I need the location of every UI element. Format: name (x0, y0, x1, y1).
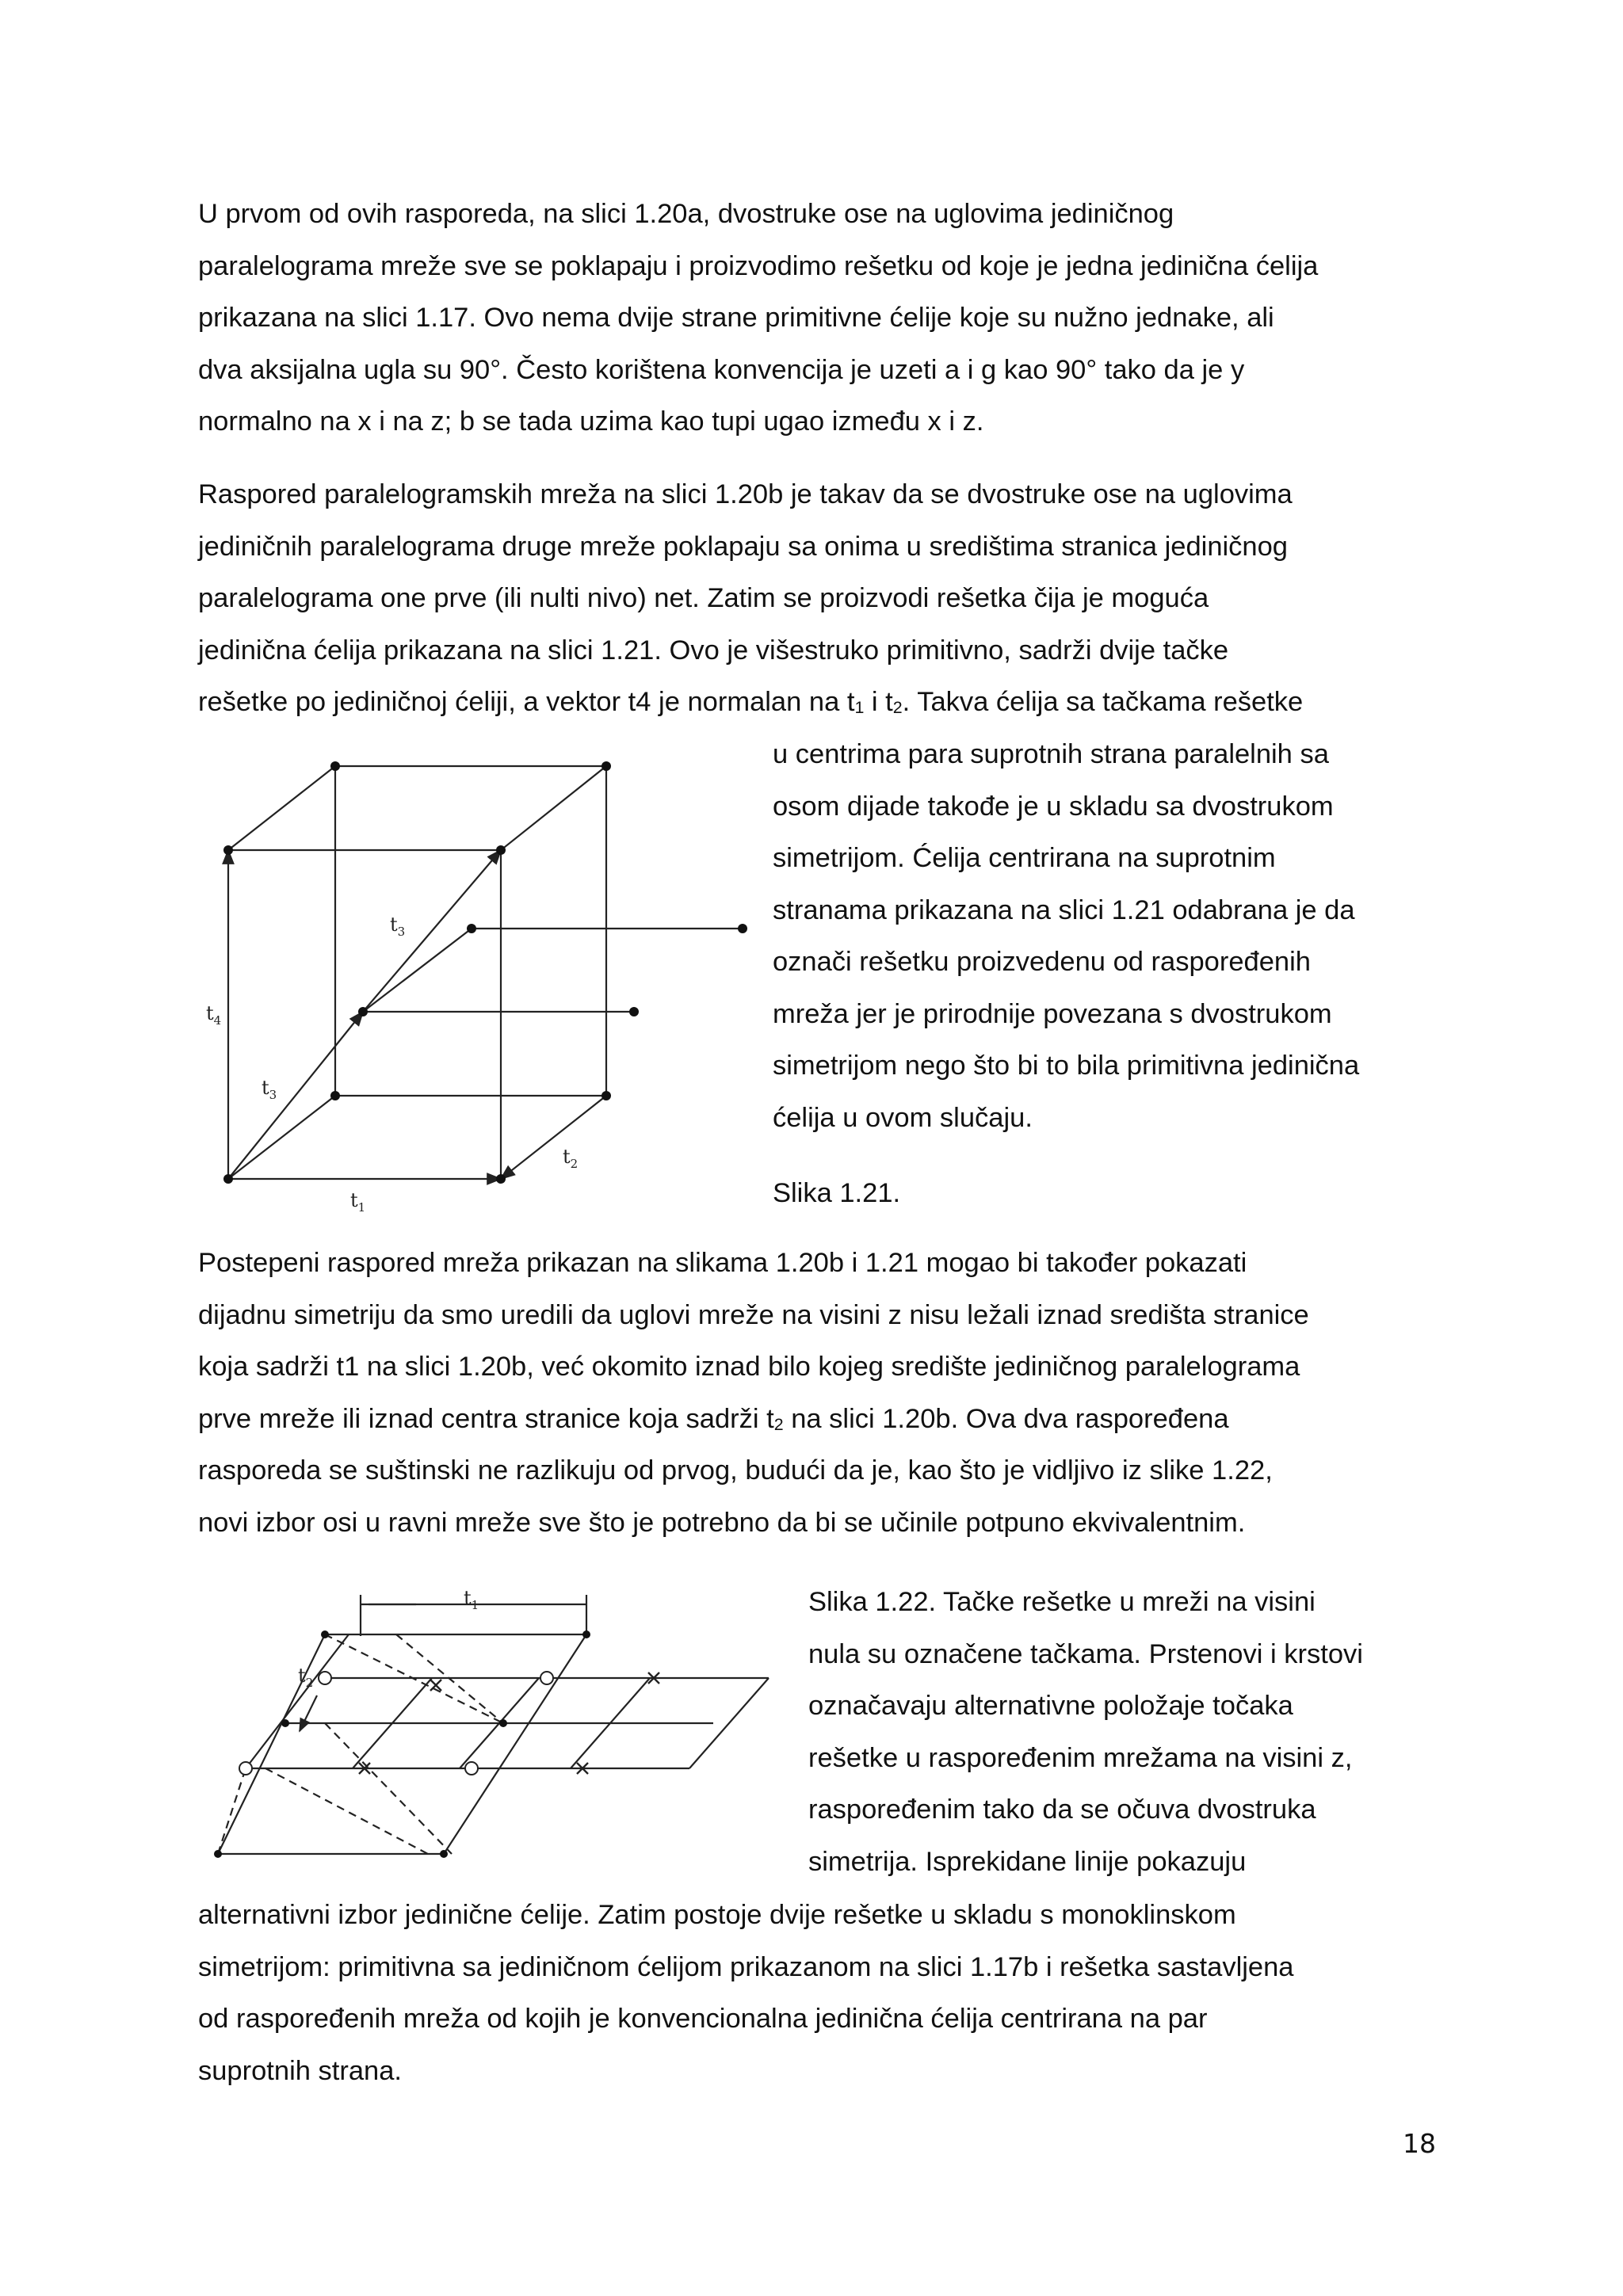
caption-line: raspoređenim tako da se očuva dvostruka (808, 1794, 1316, 1825)
paragraph-1-line: paralelograma mreže sve se poklapaju i proizvodimo rešetku od koje je jedna jedinična ćelija (198, 250, 1319, 281)
paragraph-3-line: koja sadrži t1 na slici 1.20b, već okomito iznad bilo kojeg središte jediničnog paralelograma (198, 1352, 1300, 1382)
paragraph-4 (198, 1890, 1434, 2097)
t4-label: $t_4$ (206, 1002, 222, 1028)
paragraph-2-line: jediničnih paralelograma druge mreže poklapaju sa onima u središtima stranica jediničnog (198, 531, 1288, 562)
side-text-line: osom dijade takođe je u skladu sa dvostrukom (773, 791, 1334, 822)
paragraph-1-line: normalno na x i na z; b se tada uzima kao tupi ugao između x i z. (198, 406, 984, 437)
side-text-line: mreža jer je prirodnije povezana s dvostrukom (773, 998, 1332, 1029)
subscript: 2 (892, 698, 903, 718)
t1-label: $t_1$ (464, 1587, 479, 1612)
t3-upper-label: $t_3$ (390, 913, 406, 939)
side-text-line: simetrijom nego što bi to bila primitivna jedinična (773, 1051, 1360, 1081)
text-segment: na slici 1.20b. Ova dva raspoređena (783, 1403, 1229, 1434)
caption-line: rešetke u raspoređenim mrežama na visini z, (808, 1742, 1353, 1773)
paragraph-3-line: Postepeni raspored mreža prikazan na slikama 1.20b i 1.21 mogao bi također pokazati (198, 1248, 1247, 1278)
caption-line: nula su označene tačkama. Prstenovi i krstovi (808, 1638, 1363, 1669)
paragraph-2-line: Raspored paralelogramskih mreža na slici 1.20b je takav da se dvostruke ose na uglovima (198, 479, 1293, 509)
caption-line: simetrija. Isprekidane linije pokazuju (808, 1846, 1247, 1877)
side-text-line: u centrima para suprotnih strana paralelnih sa (773, 739, 1329, 769)
paragraph-4-line: suprotnih strana. (198, 2055, 402, 2086)
text-segment: prve mreže ili iznad centra stranice koja sadrži t (198, 1403, 774, 1434)
paragraph-1 (198, 189, 1434, 448)
paragraph-1-line: prikazana na slici 1.17. Ovo nema dvije strane primitivne ćelije koje su nužno jednake, ali (198, 303, 1274, 333)
caption-line: označavaju alternativne položaje točaka (808, 1691, 1293, 1721)
paragraph-1-line: U prvom od ovih rasporeda, na slici 1.20a, dvostruke ose na uglovima jediničnog (198, 199, 1174, 229)
side-text-line: ćelija u ovom slučaju. (773, 1102, 1033, 1133)
paragraph-2-line (198, 677, 1434, 729)
t2-label: $t_2$ (298, 1665, 314, 1690)
paragraph-2-line: paralelograma one prve (ili nulti nivo) net. Zatim se proizvodi rešetka čija je moguća (198, 583, 1209, 613)
side-text-line: simetrijom. Ćelija centrirana na suprotnim (773, 843, 1276, 873)
subscript: 1 (854, 698, 865, 718)
t2-label: $t_2$ (563, 1146, 579, 1171)
text-segment: . Takva ćelija sa tačkama rešetke (902, 687, 1304, 717)
paragraph-3-line: rasporeda se suštinski ne razlikuju od prvog, budući da je, kao što je vidljivo iz slike 1.22, (198, 1455, 1273, 1486)
paragraph-2 (198, 469, 1434, 729)
caption-line: Slika 1.22. Tačke rešetke u mreži na visini (808, 1587, 1316, 1617)
figure-1-22-caption (808, 1577, 1442, 1888)
paragraph-4-line: simetrijom: primitivna sa jediničnom ćelijom prikazanom na slici 1.17b i rešetka sastavljena (198, 1951, 1294, 1982)
t3-lower-label: $t_3$ (262, 1077, 277, 1102)
figure-1-21-lattice-cell (206, 741, 761, 1216)
text-segment: i t (864, 687, 893, 717)
paragraph-4-line: od raspoređenih mreža od kojih je konvencionalna jedinična ćelija centrirana na par (198, 2004, 1208, 2034)
side-text-line: označi rešetku proizvedenu od raspoređenih (773, 947, 1311, 977)
figure-1-22-net-diagram (190, 1581, 792, 1870)
paragraph-3-line (198, 1394, 1434, 1446)
t1-label: $t_1$ (350, 1189, 366, 1215)
paragraph-1-line: dva aksijalna ugla su 90°. Često korištena konvencija je uzeti a i g kao 90° tako da je y (198, 354, 1245, 385)
paragraph-4-line: alternativni izbor jedinične ćelije. Zatim postoje dvije rešetke u skladu s monoklinskom (198, 1900, 1236, 1930)
paragraph-3-line: novi izbor osi u ravni mreže sve što je potrebno da bi se učinile potpuno ekvivalentnim. (198, 1507, 1246, 1538)
paragraph-3 (198, 1238, 1434, 1549)
page-number: 18 (1403, 2128, 1436, 2159)
subscript: 2 (773, 1414, 784, 1434)
paragraph-2-line: jedinična ćelija prikazana na slici 1.21. Ovo je višestruko primitivno, sadrži dvije tačke (198, 635, 1229, 666)
paragraph-3-line: dijadnu simetriju da smo uredili da uglovi mreže na visini z nisu ležali iznad središta stranice (198, 1299, 1309, 1330)
side-text-line: stranama prikazana na slici 1.21 odabrana je da (773, 894, 1355, 925)
figure-1-21-side-text (773, 729, 1454, 1144)
text-segment: rešetke po jediničnoj ćeliji, a vektor t4 je normalan na t (198, 687, 855, 717)
figure-1-21-caption: Slika 1.21. (773, 1178, 901, 1208)
